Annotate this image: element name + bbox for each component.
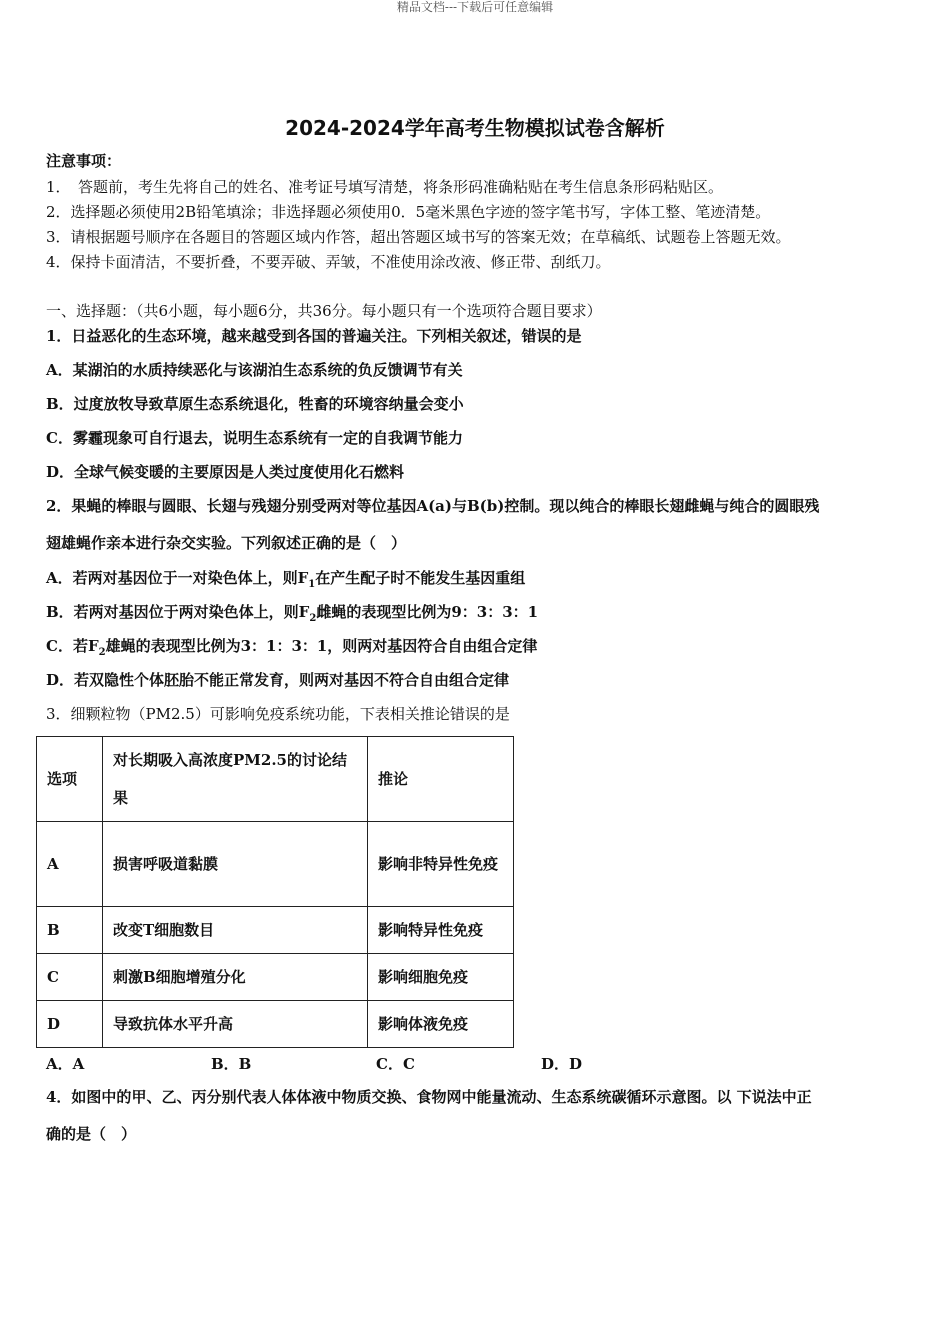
q2-option-c-text2: 雄蝇的表现型比例为3：1：3：1，则两对基因符合自由组合定律: [105, 637, 538, 655]
q2-option-a-text1: A．若两对基因位于一对染色体上，则F: [46, 569, 309, 587]
table-cell: 影响细胞免疫: [368, 954, 514, 1001]
q1-stem: 1．日益恶化的生态环境，越来越受到各国的普遍关注。下列相关叙述，错误的是: [46, 327, 582, 345]
q3-option-d: D．D: [541, 1055, 583, 1073]
table-cell: 导致抗体水平升高: [103, 1001, 368, 1048]
table-cell: 影响非特异性免疫: [368, 822, 514, 907]
table-cell: A: [37, 822, 103, 907]
table-cell: 影响特异性免疫: [368, 907, 514, 954]
subscript-2: 2: [309, 613, 317, 624]
table-row: [37, 907, 514, 954]
subscript-1: 1: [308, 579, 316, 590]
q3-option-a: A．A: [46, 1055, 85, 1073]
table-header-row: [37, 737, 514, 822]
q3-stem: 3．细颗粒物（PM2.5）可影响免疫系统功能，下表相关推论错误的是: [46, 705, 510, 723]
q2-option-c-text1: C．若F: [46, 637, 99, 655]
q2-option-d: D．若双隐性个体胚胎不能正常发育，则两对基因不符合自由组合定律: [46, 671, 510, 689]
q1-option-c: C．雾霾现象可自行退去，说明生态系统有一定的自我调节能力: [46, 429, 463, 447]
section-heading: 一、选择题：（共6小题，每小题6分，共36分。每小题只有一个选项符合题目要求）: [46, 302, 602, 320]
q1-option-a: A．某湖泊的水质持续恶化与该湖泊生态系统的负反馈调节有关: [46, 361, 463, 379]
q2-option-a: [46, 568, 525, 595]
page-header: 精品文档---下载后可任意编辑: [396, 0, 554, 14]
q2-option-c: [46, 636, 537, 663]
table-header-cell: 选项: [37, 737, 103, 822]
q1-option-b: B．过度放牧导致草原生态系统退化，牲畜的环境容纳量会变小: [46, 395, 464, 413]
table-row: [37, 822, 514, 907]
q4-stem-line1: 4．如图中的甲、乙、丙分别代表人体体液中物质交换、食物网中能量流动、生态系统碳循环示意图。以 下说法中正: [46, 1088, 812, 1106]
subscript-2: 2: [98, 647, 106, 658]
table-header-cell: 推论: [368, 737, 514, 822]
table-row: [37, 954, 514, 1001]
q1-option-d: D．全球气候变暖的主要原因是人类过度使用化石燃料: [46, 463, 405, 481]
table-cell: C: [37, 954, 103, 1001]
q3-option-c: C．C: [376, 1055, 415, 1073]
table-cell: 刺激B细胞增殖分化: [103, 954, 368, 1001]
q2-option-b-text1: B．若两对基因位于两对染色体上，则F: [46, 603, 310, 621]
notice-item-2: 2．选择题必须使用2B铅笔填涂；非选择题必须使用0．5毫米黑色字迹的签字笔书写，字体工整、笔迹清楚。: [46, 203, 771, 221]
table-cell: 改变T细胞数目: [103, 907, 368, 954]
table-cell: 影响体液免疫: [368, 1001, 514, 1048]
table-cell: D: [37, 1001, 103, 1048]
q2-option-a-text2: 在产生配子时不能发生基因重组: [315, 569, 526, 587]
q4-stem-line2: 确的是（ ）: [46, 1125, 137, 1143]
table-header-cell: 对长期吸入高浓度PM2.5的讨论结果: [103, 737, 368, 822]
table-row: [37, 1001, 514, 1048]
page-title: 2024-2024学年高考生物模拟试卷含解析: [285, 116, 665, 140]
table-cell: B: [37, 907, 103, 954]
q2-stem-line1: 2．果蝇的棒眼与圆眼、长翅与残翅分别受两对等位基因A(a)与B(b)控制。现以纯合的棒眼长翅雌蝇与纯合的圆眼残: [46, 497, 820, 515]
q2-option-b-text2: 雌蝇的表现型比例为9：3：3：1: [316, 603, 539, 621]
notice-item-4: 4．保持卡面清洁，不要折叠，不要弄破、弄皱，不准使用涂改液、修正带、刮纸刀。: [46, 253, 611, 271]
q3-option-b: B．B: [211, 1055, 252, 1073]
notice-item-1: 1． 答题前，考生先将自己的姓名、准考证号填写清楚，将条形码准确粘贴在考生信息条形码粘贴区。: [46, 178, 724, 196]
q2-option-b: [46, 602, 538, 629]
pm25-table: [36, 736, 514, 1048]
table-cell: 损害呼吸道黏膜: [103, 822, 368, 907]
notice-item-3: 3．请根据题号顺序在各题目的答题区域内作答，超出答题区域书写的答案无效；在草稿纸、试题卷上答题无效。: [46, 228, 791, 246]
q2-stem-line2: 翅雄蝇作亲本进行杂交实验。下列叙述正确的是（ ）: [46, 534, 407, 552]
notice-heading: 注意事项：: [46, 152, 122, 170]
